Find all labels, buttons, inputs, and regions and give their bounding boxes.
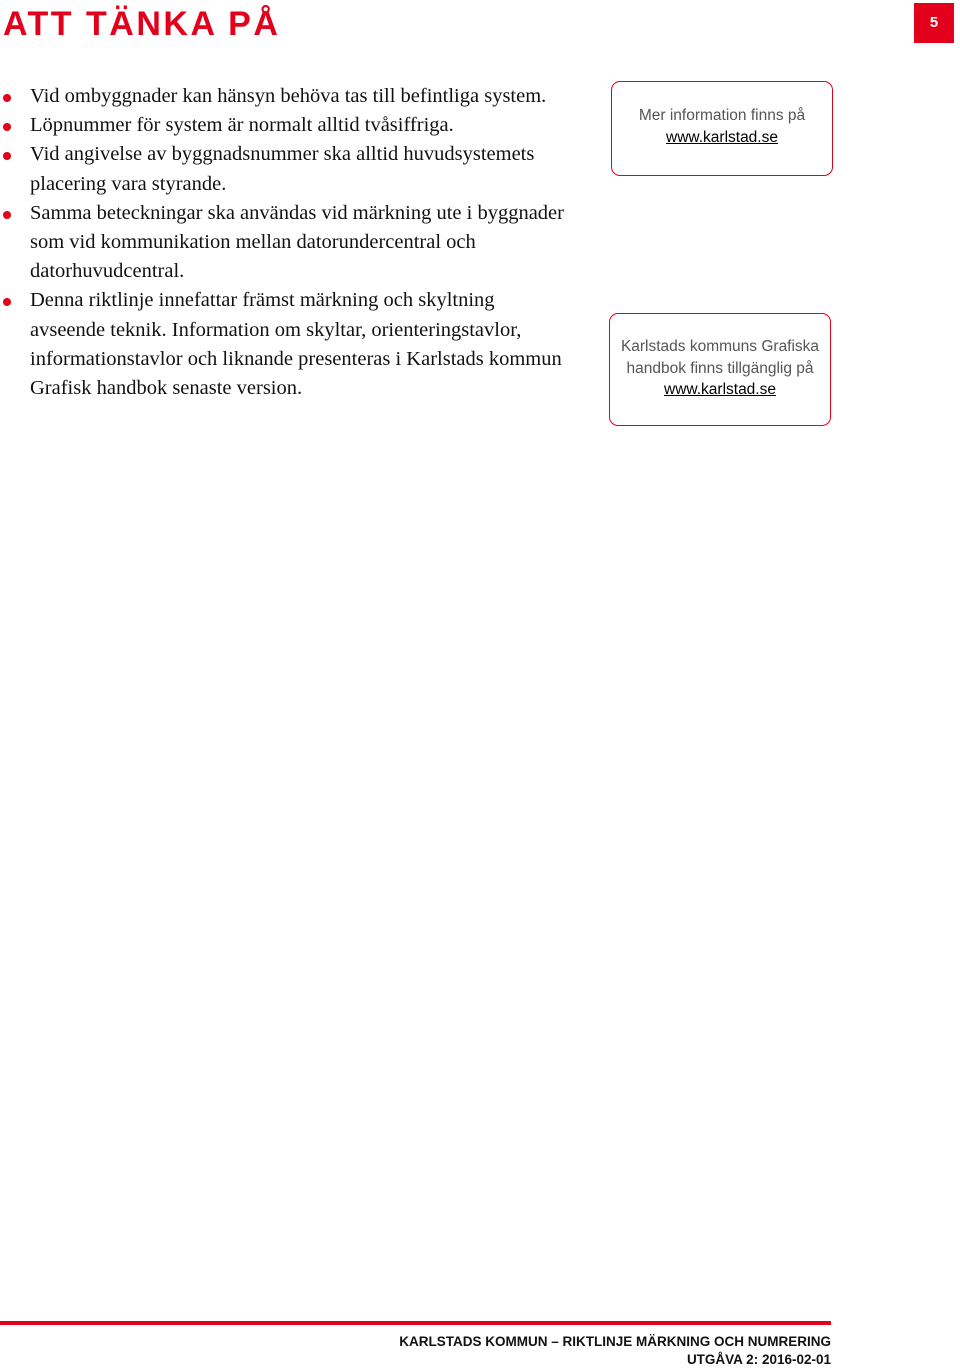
karlstad-website-link[interactable]: www.karlstad.se [666,128,778,146]
karlstad-website-link[interactable]: www.karlstad.se [664,381,776,398]
footer-divider [0,1321,831,1325]
bullet-list [0,82,570,403]
list-item [0,82,570,111]
list-item-text: Löpnummer för system är normalt alltid tvåsiffriga. [30,114,454,137]
graphic-handbook-box [609,313,831,426]
bullet-icon [3,152,11,160]
list-item [0,286,570,403]
list-item-text: Vid angivelse av byggnadsnummer ska alltid huvudsystemets placering vara styrande. [30,143,535,195]
list-item-text: Denna riktlinje innefattar främst märkning och skyltning avseende teknik. Information om skyltar, orienteringstavlor, informationstavlor och liknande presenteras i Karlstads kommun Grafisk handbok senaste version. [30,289,562,400]
list-item [0,199,570,287]
footer-edition: UTGÅVA 2: 2016-02-01 [686,1352,831,1367]
more-info-box [611,81,833,176]
list-item-text: Samma beteckningar ska användas vid märkning ute i byggnader som vid kommunikation mellan datorundercentral och datorhuvudcentral. [30,201,564,283]
list-item-text: Vid ombyggnader kan hänsyn behöva tas till befintliga system. [30,85,547,107]
graphic-handbook-text-line-1: Karlstads kommuns Grafiska [620,338,820,355]
bullet-icon [3,94,11,102]
more-info-text: Mer information finns på [638,107,806,124]
page-title: ATT TÄNKA PÅ [3,5,281,43]
footer-document-title: KARLSTADS KOMMUN – RIKTLINJE MÄRKNING OCH NUMRERING [399,1334,831,1349]
list-item [0,140,570,198]
page-number-badge: 5 [914,3,954,43]
bullet-icon [3,211,11,219]
bullet-icon [3,123,11,131]
list-item [0,111,570,140]
bullet-icon [3,298,11,306]
graphic-handbook-text-line-2: handbok finns tillgänglig på [626,359,814,377]
